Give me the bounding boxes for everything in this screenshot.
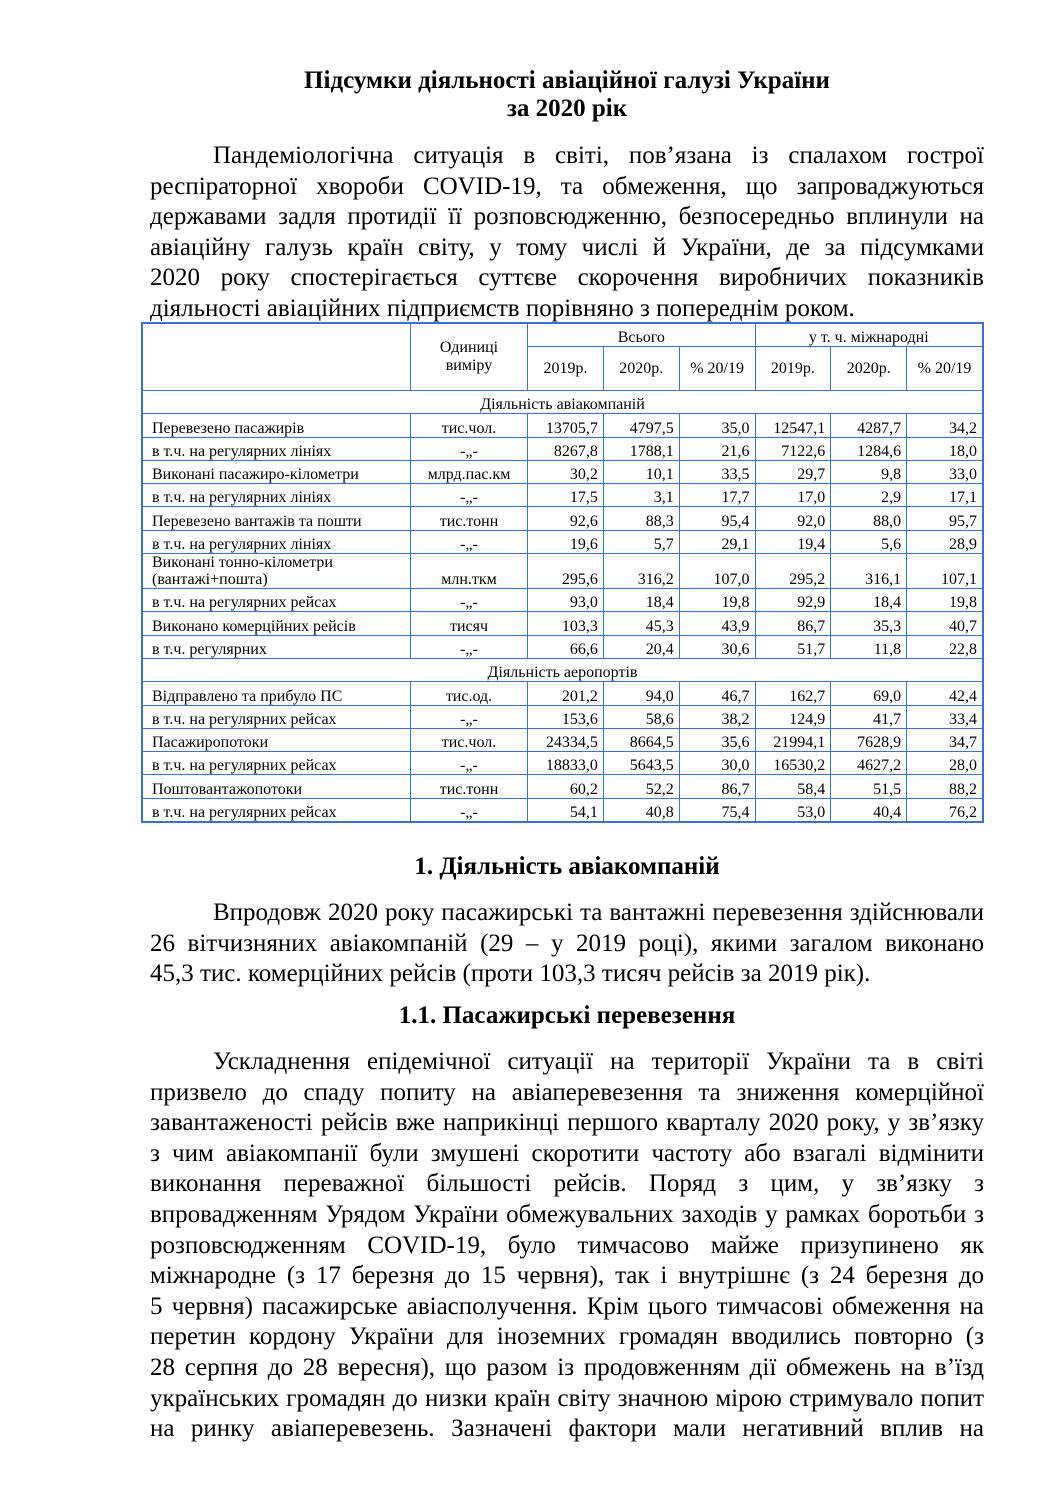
text-line: впровадженням Урядом України обмежувальних заходів у рамках боротьби з	[150, 1200, 984, 1228]
row-value-i2019: 16530,2	[755, 752, 831, 775]
row-value-v2020: 20,4	[603, 635, 679, 658]
row-value-pct: 38,2	[679, 705, 755, 728]
text-line: з чим авіакомпанії були змушені скоротити частоту або взагалі відмінити	[150, 1139, 984, 1167]
row-value-v2020: 88,3	[603, 507, 679, 530]
row-value-ipct: 34,2	[907, 414, 983, 437]
row-label: в т.ч. на регулярних рейсах	[142, 589, 410, 612]
row-unit: млрд.пас.км	[410, 460, 527, 483]
table-row	[142, 728, 983, 751]
row-unit: тисяч	[410, 612, 527, 635]
row-value-ipct: 107,1	[907, 554, 983, 589]
table-header-intl-2020: 2020р.	[831, 347, 907, 391]
text-line: 5 червня) пасажирське авіасполучення. Крім цього тимчасові обмеження на	[150, 1292, 984, 1320]
text-line: Ускладнення епідемічної ситуації на території України та в світі	[213, 1048, 984, 1075]
row-unit: -„-	[410, 484, 527, 507]
row-value-i2019: 92,9	[755, 589, 831, 612]
row-unit: -„-	[410, 752, 527, 775]
row-value-ipct: 22,8	[907, 635, 983, 658]
row-value-pct: 107,0	[679, 554, 755, 589]
row-value-i2020: 40,4	[831, 798, 907, 822]
text-line: 26 вітчизняних авіакомпаній (29 – у 2019 році), якими загалом виконано	[150, 929, 984, 957]
row-value-i2019: 295,2	[755, 554, 831, 589]
row-value-i2020: 4287,7	[831, 414, 907, 437]
row-value-v2020: 40,8	[603, 798, 679, 822]
section-heading-passenger: 1.1. Пасажирські перевезення	[398, 1002, 736, 1029]
text-line: 2020 року спостерігається суттєве скорочення виробничих показників	[150, 264, 984, 292]
row-value-i2020: 5,6	[831, 530, 907, 553]
row-value-i2019: 21994,1	[755, 728, 831, 751]
statistics-table	[141, 322, 984, 823]
row-value-v2019: 54,1	[528, 798, 604, 822]
row-value-v2020: 1788,1	[603, 437, 679, 460]
row-value-v2020: 18,4	[603, 589, 679, 612]
row-unit: тис.тонн	[410, 507, 527, 530]
row-value-v2019: 30,2	[528, 460, 604, 483]
row-label: в т.ч. на регулярних рейсах	[142, 705, 410, 728]
row-unit: млн.ткм	[410, 554, 527, 589]
row-value-ipct: 88,2	[907, 775, 983, 798]
document-title-year: за 2020 рік	[506, 95, 628, 122]
row-value-pct: 75,4	[679, 798, 755, 822]
row-value-i2019: 29,7	[755, 460, 831, 483]
table-header-unit: Одиниці виміру	[410, 323, 527, 391]
row-label: Виконано комерційних рейсів	[142, 612, 410, 635]
row-unit: -„-	[410, 530, 527, 553]
row-label: Виконані тонно-кілометри (вантажі+пошта)	[142, 554, 410, 589]
row-value-ipct: 18,0	[907, 437, 983, 460]
row-value-pct: 95,4	[679, 507, 755, 530]
row-value-i2019: 92,0	[755, 507, 831, 530]
table-header-total: Всього	[528, 323, 755, 347]
row-value-ipct: 40,7	[907, 612, 983, 635]
text-line: 28 серпня до 28 вересня), що разом із продовженням дії обмежень на в’їзд	[150, 1353, 984, 1381]
section-airports-label: Діяльність аеропортів	[142, 658, 983, 681]
table-header-intl-pct: % 20/19	[907, 347, 983, 391]
row-value-v2020: 316,2	[603, 554, 679, 589]
text-line: авіаційну галузь країн світу, у тому числі й України, де за підсумками	[150, 233, 984, 261]
table-row	[142, 530, 983, 553]
table-row	[142, 635, 983, 658]
row-value-pct: 33,5	[679, 460, 755, 483]
row-value-v2019: 13705,7	[528, 414, 604, 437]
row-value-i2020: 1284,6	[831, 437, 907, 460]
row-value-i2019: 17,0	[755, 484, 831, 507]
row-value-i2020: 2,9	[831, 484, 907, 507]
text-line: українських громадян до низки країн світу значною мірою стримувало попит	[150, 1384, 984, 1412]
row-value-ipct: 34,7	[907, 728, 983, 751]
table-row	[142, 589, 983, 612]
row-unit: тис.чол.	[410, 414, 527, 437]
row-unit: -„-	[410, 437, 527, 460]
text-line: виконання переважної більшості рейсів. Поряд з цим, у зв’язку з	[150, 1170, 984, 1198]
row-label: в т.ч. на регулярних рейсах	[142, 752, 410, 775]
row-value-v2019: 153,6	[528, 705, 604, 728]
row-label: Перевезено вантажів та пошти	[142, 507, 410, 530]
row-label: Відправлено та прибуло ПС	[142, 682, 410, 705]
row-value-pct: 21,6	[679, 437, 755, 460]
row-value-v2020: 10,1	[603, 460, 679, 483]
row-value-v2020: 3,1	[603, 484, 679, 507]
row-unit: -„-	[410, 635, 527, 658]
text-line: респіраторної хвороби COVID-19, та обмеження, що запроваджуються	[150, 172, 984, 200]
row-value-i2020: 35,3	[831, 612, 907, 635]
row-unit: тис.од.	[410, 682, 527, 705]
row-value-pct: 29,1	[679, 530, 755, 553]
row-label: Перевезено пасажирів	[142, 414, 410, 437]
row-value-pct: 86,7	[679, 775, 755, 798]
row-value-i2020: 18,4	[831, 589, 907, 612]
row-value-v2020: 45,3	[603, 612, 679, 635]
table-row	[142, 705, 983, 728]
intro-paragraph	[150, 141, 984, 325]
row-label: Виконані пасажиро-кілометри	[142, 460, 410, 483]
row-value-v2020: 94,0	[603, 682, 679, 705]
row-value-v2020: 52,2	[603, 775, 679, 798]
section-heading-airlines: 1. Діяльність авіакомпаній	[414, 853, 720, 880]
row-value-ipct: 33,4	[907, 705, 983, 728]
row-value-v2019: 201,2	[528, 682, 604, 705]
row-value-ipct: 33,0	[907, 460, 983, 483]
row-value-v2019: 103,3	[528, 612, 604, 635]
row-value-i2019: 86,7	[755, 612, 831, 635]
row-label: в т.ч. на регулярних лініях	[142, 530, 410, 553]
text-line: Впродовж 2020 року пасажирські та вантажні перевезення здійснювали	[213, 899, 984, 926]
text-line: на ринку авіаперевезень. Зазначені фактори мали негативний вплив на	[150, 1415, 984, 1443]
row-value-i2019: 53,0	[755, 798, 831, 822]
row-value-v2019: 19,6	[528, 530, 604, 553]
table-header-2019: 2019р.	[528, 347, 604, 391]
text-line: діяльності авіаційних підприємств порівняно з попереднім роком.	[150, 294, 855, 322]
row-value-v2020: 5643,5	[603, 752, 679, 775]
row-value-v2019: 295,6	[528, 554, 604, 589]
table-header-pct: % 20/19	[679, 347, 755, 391]
row-value-i2020: 11,8	[831, 635, 907, 658]
row-value-pct: 19,8	[679, 589, 755, 612]
row-value-i2020: 69,0	[831, 682, 907, 705]
row-unit: тис.чол.	[410, 728, 527, 751]
row-value-i2019: 124,9	[755, 705, 831, 728]
row-label: в т.ч. регулярних	[142, 635, 410, 658]
row-value-v2019: 8267,8	[528, 437, 604, 460]
table-header-row	[142, 323, 983, 347]
row-value-pct: 46,7	[679, 682, 755, 705]
text-line: перетин кордону України для іноземних громадян вводились повторно (з	[150, 1323, 984, 1351]
text-line: державами задля протидії її розповсюдженню, безпосередньо вплинули на	[150, 203, 984, 231]
row-value-v2019: 18833,0	[528, 752, 604, 775]
row-value-ipct: 19,8	[907, 589, 983, 612]
table-row	[142, 484, 983, 507]
row-value-pct: 35,0	[679, 414, 755, 437]
table-row	[142, 775, 983, 798]
table-row	[142, 752, 983, 775]
row-value-i2019: 19,4	[755, 530, 831, 553]
row-label: в т.ч. на регулярних лініях	[142, 437, 410, 460]
row-value-pct: 30,0	[679, 752, 755, 775]
section1-paragraph	[150, 898, 984, 990]
table-row	[142, 612, 983, 635]
row-value-pct: 35,6	[679, 728, 755, 751]
table-section-row	[142, 391, 983, 414]
table-section-row	[142, 658, 983, 681]
row-value-ipct: 95,7	[907, 507, 983, 530]
row-value-ipct: 28,9	[907, 530, 983, 553]
row-value-i2019: 12547,1	[755, 414, 831, 437]
row-value-i2020: 51,5	[831, 775, 907, 798]
table-header-international: у т. ч. міжнародні	[755, 323, 983, 347]
table-row	[142, 460, 983, 483]
row-unit: -„-	[410, 798, 527, 822]
row-value-i2019: 7122,6	[755, 437, 831, 460]
table-header-2020: 2020р.	[603, 347, 679, 391]
row-value-i2020: 88,0	[831, 507, 907, 530]
row-value-i2019: 58,4	[755, 775, 831, 798]
section11-paragraph	[150, 1047, 984, 1445]
row-value-v2019: 93,0	[528, 589, 604, 612]
row-unit: -„-	[410, 589, 527, 612]
table-row	[142, 682, 983, 705]
row-unit: тис.тонн	[410, 775, 527, 798]
text-line: завантаженості рейсів вже наприкінці першого кварталу 2020 року, у зв’язку	[150, 1109, 984, 1137]
row-value-pct: 43,9	[679, 612, 755, 635]
table-row	[142, 554, 983, 589]
row-value-v2019: 66,6	[528, 635, 604, 658]
row-value-pct: 30,6	[679, 635, 755, 658]
row-value-ipct: 28,0	[907, 752, 983, 775]
row-value-v2020: 58,6	[603, 705, 679, 728]
table-row	[142, 437, 983, 460]
text-line: призвело до спаду попиту на авіаперевезення та зниження комерційної	[150, 1078, 984, 1106]
table-row	[142, 798, 983, 822]
row-label: Поштовантажопотоки	[142, 775, 410, 798]
row-value-i2020: 41,7	[831, 705, 907, 728]
row-label: Пасажиропотоки	[142, 728, 410, 751]
row-value-pct: 17,7	[679, 484, 755, 507]
table-header-intl-2019: 2019р.	[755, 347, 831, 391]
row-value-v2019: 60,2	[528, 775, 604, 798]
row-value-i2020: 9,8	[831, 460, 907, 483]
section-airlines-label: Діяльність авіакомпаній	[142, 391, 983, 414]
text-line: 45,3 тис. комерційних рейсів (проти 103,3 тисяч рейсів за 2019 рік).	[150, 960, 871, 988]
text-line: міжнародне (з 17 березня до 15 червня), так і внутрішнє (з 24 березня до	[150, 1262, 984, 1290]
table-row	[142, 414, 983, 437]
row-value-i2019: 162,7	[755, 682, 831, 705]
row-value-ipct: 76,2	[907, 798, 983, 822]
row-label: в т.ч. на регулярних рейсах	[142, 798, 410, 822]
table-header-cell	[142, 323, 410, 391]
row-value-i2020: 316,1	[831, 554, 907, 589]
row-value-i2019: 51,7	[755, 635, 831, 658]
document-title: Підсумки діяльності авіаційної галузі України	[304, 67, 830, 94]
row-value-v2019: 24334,5	[528, 728, 604, 751]
table-row	[142, 507, 983, 530]
row-value-v2019: 17,5	[528, 484, 604, 507]
row-value-v2020: 8664,5	[603, 728, 679, 751]
row-value-ipct: 17,1	[907, 484, 983, 507]
text-line: розповсюдженням COVID-19, було тимчасово майже призупинено як	[150, 1231, 984, 1259]
row-value-i2020: 4627,2	[831, 752, 907, 775]
row-value-v2020: 4797,5	[603, 414, 679, 437]
row-value-v2020: 5,7	[603, 530, 679, 553]
row-value-v2019: 92,6	[528, 507, 604, 530]
row-unit: -„-	[410, 705, 527, 728]
row-label: в т.ч. на регулярних лініях	[142, 484, 410, 507]
text-line: Пандеміологічна ситуація в світі, пов’язана із спалахом гострої	[213, 142, 984, 169]
row-value-i2020: 7628,9	[831, 728, 907, 751]
row-value-ipct: 42,4	[907, 682, 983, 705]
